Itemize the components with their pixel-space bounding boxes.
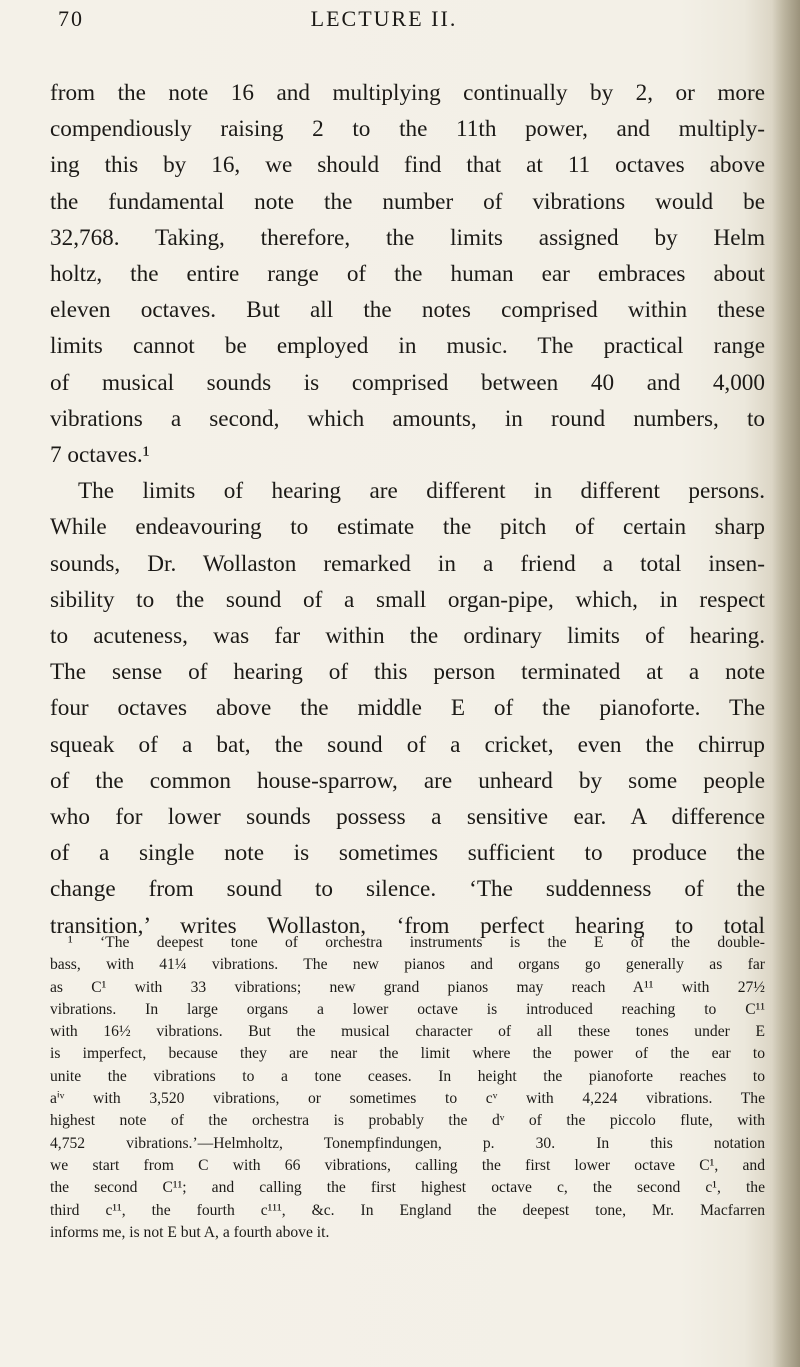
footnote-line: with 16½ vibrations. But the musical character of all these tones under E [50,1023,765,1041]
page-number: 70 [58,6,84,31]
body-line: ing this by 16, we should find that at 11 octaves above [50,152,765,179]
body-line: of musical sounds is comprised between 40 and 4,000 [50,369,765,396]
body-line: compendiously raising 2 to the 11th power, and multiply- [50,116,765,143]
body-line: four octaves above the middle E of the pianoforte. The [50,695,765,722]
body-line: 7 octaves.¹ [50,442,150,469]
body-line: to acuteness, was far within the ordinary limits of hearing. [50,623,765,650]
body-line: change from sound to silence. ‘The suddenness of the [50,876,765,903]
body-line: holtz, the entire range of the human ear embraces about [50,261,765,288]
footnote-line: unite the vibrations to a tone ceases. In height the pianoforte reaches to [50,1067,765,1085]
body-line: transition,’ writes Wollaston, ‘from perfect hearing to total [50,912,765,939]
body-line: eleven octaves. But all the notes comprised within these [50,297,765,324]
footnote-line: aⁱᵛ with 3,520 vibrations, or sometimes to cᵛ with 4,224 vibrations. The [50,1090,765,1108]
body-line: vibrations a second, which amounts, in round numbers, to [50,405,765,432]
body-line: of a single note is sometimes sufficient to produce the [50,840,765,867]
body-line: of the common house-sparrow, are unheard by some people [50,767,765,794]
footnote [50,932,765,1244]
footnote-line: vibrations. In large organs a lower octave is introduced reaching to C¹¹ [50,1000,765,1018]
body-line: limits cannot be employed in music. The practical range [50,333,765,360]
body-line: sibility to the sound of a small organ-pipe, which, in respect [50,586,765,613]
footnote-line: we start from C with 66 vibrations, calling the first lower octave C¹, and [50,1156,765,1174]
body-line: from the note 16 and multiplying continually by 2, or more [50,80,765,106]
footnote-line: 4,752 vibrations.’—Helmholtz, Tonempfindungen, p. 30. In this notation [50,1134,765,1152]
page-edge-shadow [772,0,800,1367]
running-head: LECTURE II. [310,6,458,31]
footnote-line: is imperfect, because they are near the limit where the power of the ear to [50,1045,765,1063]
body-line: squeak of a bat, the sound of a cricket, even the chirrup [50,731,765,758]
body-line: who for lower sounds possess a sensitive ear. A difference [50,804,765,831]
footnote-line: the second C¹¹; and calling the first highest octave c, the second c¹, the [50,1179,765,1197]
footnote-line: informs me, is not E but A, a fourth above it. [50,1223,330,1241]
footnote-line: highest note of the orchestra is probably the dᵛ of the piccolo flute, with [50,1112,765,1130]
body-text [50,75,765,944]
footnote-line: third c¹¹, the fourth c¹¹¹, &c. In England the deepest tone, Mr. Macfarren [50,1201,765,1219]
footnote-line: ¹ ‘The deepest tone of orchestra instruments is the E of the double- [68,934,765,951]
body-line: the fundamental note the number of vibrations would be [50,188,765,215]
body-line: While endeavouring to estimate the pitch of certain sharp [50,514,765,541]
body-line: 32,768. Taking, therefore, the limits assigned by Helm [50,224,765,251]
body-line: The sense of hearing of this person terminated at a note [50,659,765,686]
body-line: sounds, Dr. Wollaston remarked in a friend a total insen- [50,550,765,577]
footnote-line: as C¹ with 33 vibrations; new grand pianos may reach A¹¹ with 27½ [50,978,765,996]
page-header [48,6,720,46]
footnote-line: bass, with 41¼ vibrations. The new pianos and organs go generally as far [50,956,765,974]
body-line: The limits of hearing are different in different persons. [78,478,765,505]
